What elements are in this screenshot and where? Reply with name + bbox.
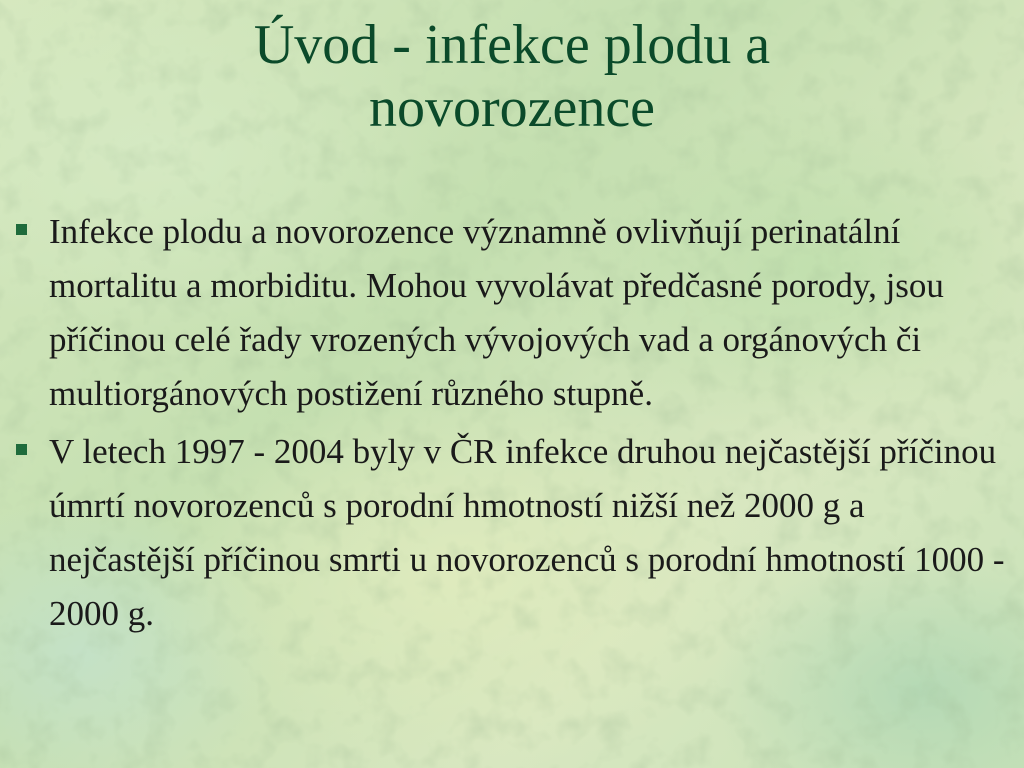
slide-title-line-2: novorozence bbox=[368, 77, 656, 139]
bullet-item bbox=[14, 425, 1014, 641]
square-bullet-icon bbox=[16, 224, 27, 235]
bullet-text: V letech 1997 - 2004 byly v ČR infekce druhou nejčastější příčinou úmrtí novorozenců s porodní hmotností nižší než 2000 g a nejčastější příčinou smrti u novorozenců s porodní hmotností 1000 - 2000 g. bbox=[49, 432, 1005, 633]
bullet-item bbox=[14, 205, 1014, 421]
bullet-text: Infekce plodu a novorozence významně ovlivňují perinatální mortalitu a morbiditu. Mohou vyvolávat předčasné porody, jsou příčinou celé řady vrozených vývojových vad a orgánových či multiorgánových postižení různého stupně. bbox=[49, 212, 944, 413]
slide-title bbox=[60, 14, 964, 140]
slide-title-line-1: Úvod - infekce plodu a bbox=[253, 14, 771, 76]
bullet-list bbox=[14, 205, 1014, 645]
square-bullet-icon bbox=[16, 444, 27, 455]
